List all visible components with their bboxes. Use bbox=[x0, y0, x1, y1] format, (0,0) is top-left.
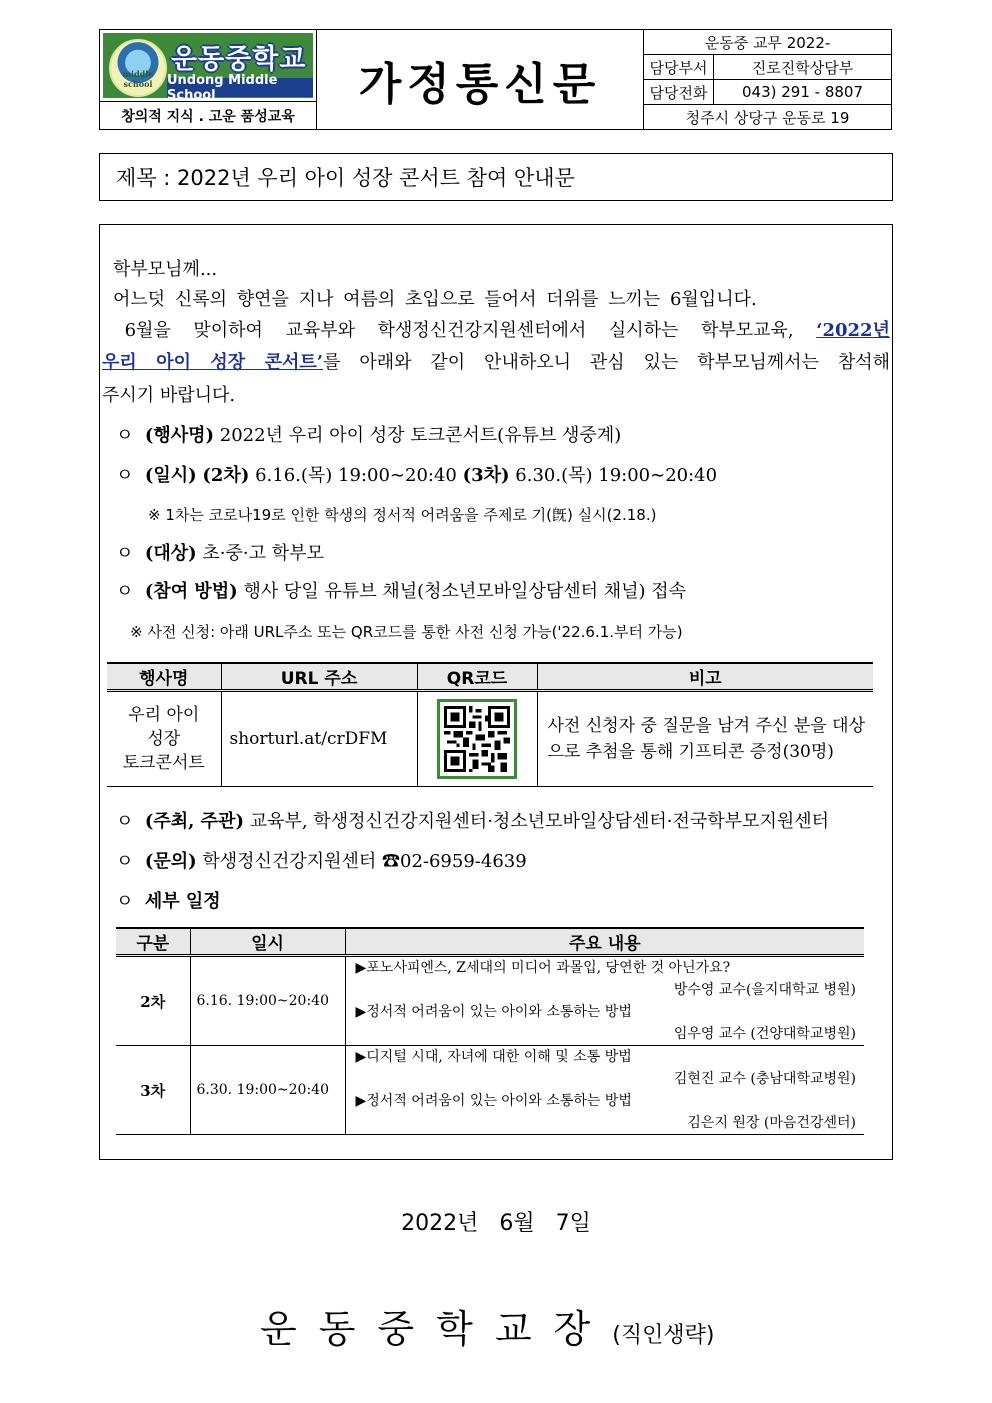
phone-label: 담당전화 bbox=[644, 80, 714, 104]
main-content bbox=[99, 224, 893, 1160]
datetime-cell: 6.30. 19:00~20:40 bbox=[190, 1046, 345, 1135]
item-host: ㅇ (주최, 주관) 교육부, 학생정신건강지원센터·청소년모바일상담센터·전국학부모지원센터 bbox=[116, 811, 830, 832]
date-note: ※ 1차는 코로나19로 인한 학생의 정서적 어려움을 주제로 기(旣) 실시(2.18.) bbox=[148, 506, 657, 524]
table-header: 구분 bbox=[116, 928, 190, 956]
qr-code-icon[interactable] bbox=[437, 699, 517, 779]
content-cell: ▶디지털 시대, 자녀에 대한 이해 및 소통 방법 김현진 교수 (충남대학교병원) ▶정서적 어려움이 있는 아이와 소통하는 방법 김은지 원장 (마음건강센터) bbox=[345, 1046, 864, 1135]
table-header: 주요 내용 bbox=[345, 928, 864, 956]
item-contact: ㅇ (문의) 학생정신건강지원센터 ☎02-6959-4639 bbox=[116, 851, 527, 872]
table-header: URL 주소 bbox=[221, 663, 417, 691]
address: 청주시 상당구 운동로 19 bbox=[685, 109, 850, 127]
event-info-table bbox=[107, 662, 873, 787]
intro-paragraph-end: 주시기 바랍니다. bbox=[102, 385, 236, 406]
intro-paragraph-line: 우리 아이 성장 콘서트’를 아래와 같이 안내하오니 관심 있는 학부모님께서는 참석해 bbox=[102, 352, 891, 373]
qr-cell bbox=[417, 691, 537, 787]
signer-name: 운동중학교장 bbox=[260, 1307, 613, 1351]
school-emblem-icon: middle school bbox=[109, 39, 167, 97]
event-name-cell: 우리 아이 성장 토크콘서트 bbox=[107, 691, 221, 787]
document-title: 가정통신문 bbox=[317, 29, 643, 130]
table-header: 행사명 bbox=[107, 663, 221, 691]
table-header: 비고 bbox=[537, 663, 873, 691]
schedule-table bbox=[116, 927, 864, 1135]
table-header: QR코드 bbox=[417, 663, 537, 691]
logo-korean-name: 운동중학교 bbox=[171, 44, 307, 75]
content-cell: ▶포노사피엔스, Z세대의 미디어 과몰입, 당연한 것 아닌가요? 방수영 교수(을지대학교 병원) ▶정서적 어려움이 있는 아이와 소통하는 방법 임우영 교수 (건양대학교병원) bbox=[345, 956, 864, 1046]
greeting: 학부모님께... bbox=[113, 259, 218, 280]
table-header: 일시 bbox=[190, 928, 345, 956]
note-cell: 사전 신청자 중 질문을 남겨 주신 분을 대상으로 추첨을 통해 기프티콘 증정(30명) bbox=[537, 691, 873, 787]
intro-line: 어느덧 신록의 향연을 지나 여름의 초입으로 들어서 더위를 느끼는 6월입니다. bbox=[113, 289, 757, 310]
round-cell: 2차 bbox=[116, 956, 190, 1046]
method-note: ※ 사전 신청: 아래 URL주소 또는 QR코드를 통한 사전 신청 가능('22.6.1.부터 가능) bbox=[130, 623, 683, 641]
url-cell[interactable]: shorturl.at/crDFM bbox=[221, 691, 417, 787]
dept-label: 담당부서 bbox=[644, 55, 714, 79]
round-cell: 3차 bbox=[116, 1046, 190, 1135]
item-method: ㅇ (참여 방법) 행사 당일 유튜브 채널(청소년모바일상담센터 채널) 접속 bbox=[116, 581, 687, 602]
subject-line: 제목 : 2022년 우리 아이 성장 콘서트 참여 안내문 bbox=[99, 153, 893, 201]
event-highlight: 우리 아이 성장 콘서트’ bbox=[102, 352, 324, 373]
item-event: ㅇ (행사명) 2022년 우리 아이 성장 토크콘서트(유튜브 생중계) bbox=[116, 425, 622, 446]
doc-number: 운동중 교무 2022- bbox=[704, 33, 831, 52]
school-motto: 창의적 지식 . 고운 품성교육 bbox=[99, 102, 317, 130]
table-row bbox=[116, 1046, 864, 1135]
datetime-cell: 6.16. 19:00~20:40 bbox=[190, 956, 345, 1046]
issue-date: 2022년 6월 7일 bbox=[401, 1211, 591, 1236]
dept-value: 진로진학상담부 bbox=[751, 58, 854, 77]
item-schedule: ㅇ 세부 일정 bbox=[116, 891, 221, 912]
school-logo bbox=[99, 29, 317, 102]
item-date: ㅇ (일시) (2차) 6.16.(목) 19:00∼20:40 (3차) 6.30.(목) 19:00∼20:40 bbox=[116, 465, 718, 486]
info-box bbox=[643, 29, 892, 130]
intro-paragraph-line: 6월을 맞이하여 교육부와 학생정신건강지원센터에서 실시하는 학부모교육, ‘2022년 bbox=[124, 320, 890, 341]
logo-english-name: Undong Middle School bbox=[167, 78, 313, 97]
phone-value: 043) 291 - 8807 bbox=[741, 83, 863, 101]
event-highlight: ‘2022년 bbox=[816, 320, 890, 341]
signer bbox=[260, 1298, 714, 1353]
table-row bbox=[116, 956, 864, 1046]
seal-note: (직인생략) bbox=[612, 1323, 715, 1348]
item-target: ㅇ (대상) 초·중·고 학부모 bbox=[116, 543, 324, 564]
